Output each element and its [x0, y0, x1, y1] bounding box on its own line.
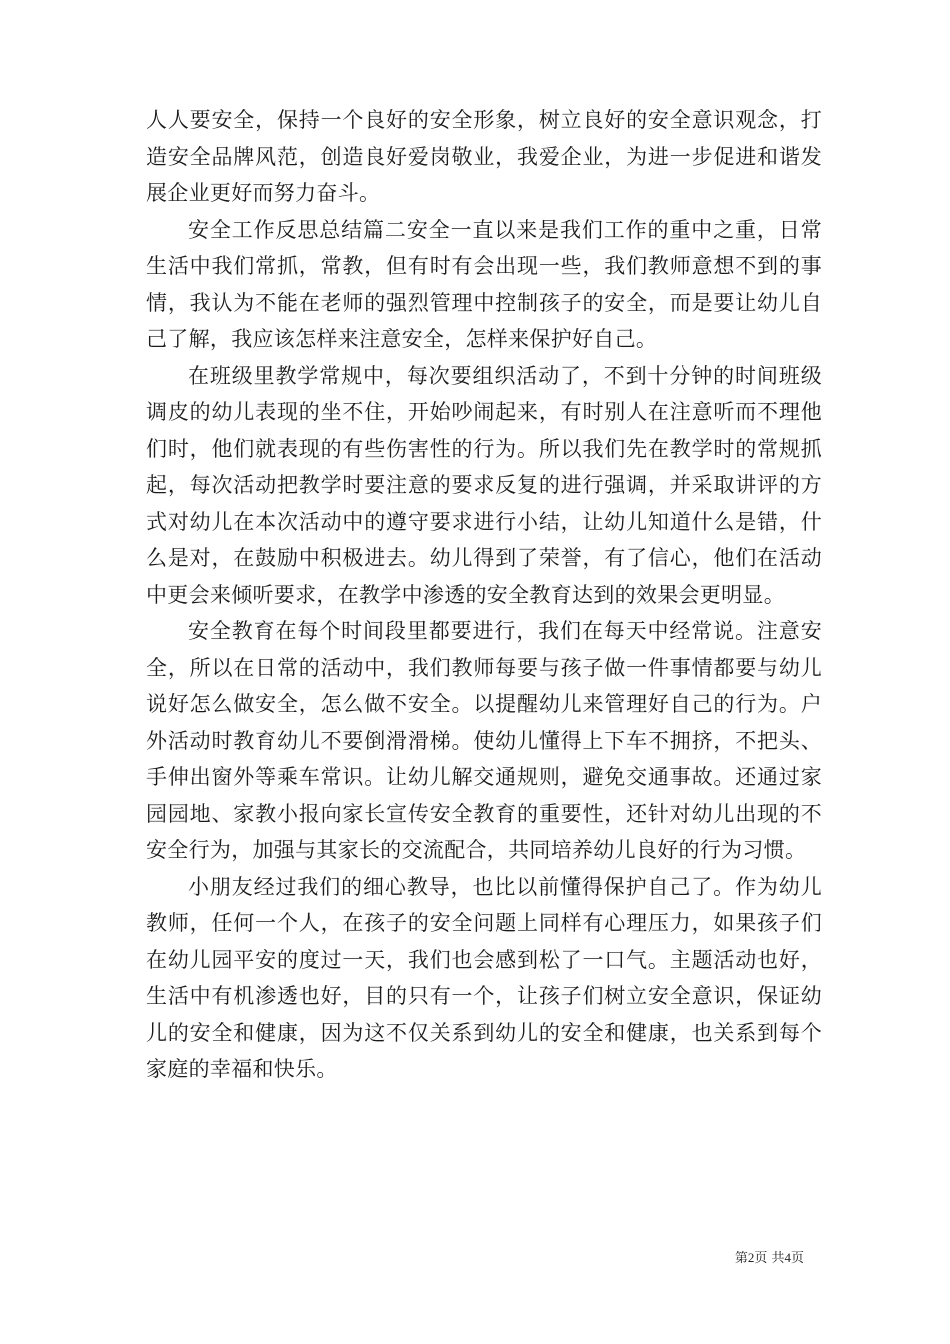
body-text — [146, 102, 822, 1088]
current-page-number: 2 — [747, 1250, 755, 1265]
footer-prefix: 第 — [734, 1251, 748, 1266]
footer-suffix: 页 — [790, 1251, 804, 1266]
paragraph-5: 小朋友经过我们的细心教导，也比以前懂得保护自己了。作为幼儿教师，任何一个人，在孩子的安全问题上同样有心理压力，如果孩子们在幼儿园平安的度过一天，我们也会感到松了一口气。主题活动也好，生活中有机渗透也好，目的只有一个，让孩子们树立安全意识，保证幼儿的安全和健康，因为这不仅关系到幼儿的安全和健康，也关系到每个家庭的幸福和快乐。 — [146, 874, 822, 1081]
paragraph-4: 安全教育在每个时间段里都要进行，我们在每天中经常说。注意安全，所以在日常的活动中，我们教师每要与孩子做一件事情都要与幼儿说好怎么做安全，怎么做不安全。以提醒幼儿来管理好自己的行为。户外活动时教育幼儿不要倒滑滑梯。使幼儿懂得上下车不拥挤，不把头、手伸出窗外等乘车常识。让幼儿解交通规则，避免交通事故。还通过家园园地、家教小报向家长宣传安全教育的重要性，还针对幼儿出现的不安全行为，加强与其家长的交流配合，共同培养幼儿良好的行为习惯。 — [146, 619, 822, 862]
paragraph-2: 安全工作反思总结篇二安全一直以来是我们工作的重中之重，日常生活中我们常抓，常教，但有时有会出现一些，我们教师意想不到的事情，我认为不能在老师的强烈管理中控制孩子的安全，而是要让幼儿自己了解，我应该怎样来注意安全，怎样来保护好自己。 — [146, 217, 822, 351]
page-number-footer — [735, 1247, 804, 1266]
paragraph-1: 人人要安全，保持一个良好的安全形象，树立良好的安全意识观念，打造安全品牌风范，创造良好爱岗敬业，我爱企业，为进一步促进和谐发展企业更好而努力奋斗。 — [146, 108, 822, 205]
total-page-count: 4 — [784, 1250, 791, 1265]
footer-middle: 页 共 — [754, 1251, 785, 1266]
paragraph-3: 在班级里教学常规中，每次要组织活动了，不到十分钟的时间班级调皮的幼儿表现的坐不住，开始吵闹起来，有时别人在注意听而不理他们时，他们就表现的有些伤害性的行为。所以我们先在教学时的常规抓起，每次活动把教学时要注意的要求反复的进行强调，并采取讲评的方式对幼儿在本次活动中的遵守要求进行小结，让幼儿知道什么是错，什么是对，在鼓励中积极进去。幼儿得到了荣誉，有了信心，他们在活动中更会来倾听要求，在教学中渗透的安全教育达到的效果会更明显。 — [146, 363, 822, 607]
